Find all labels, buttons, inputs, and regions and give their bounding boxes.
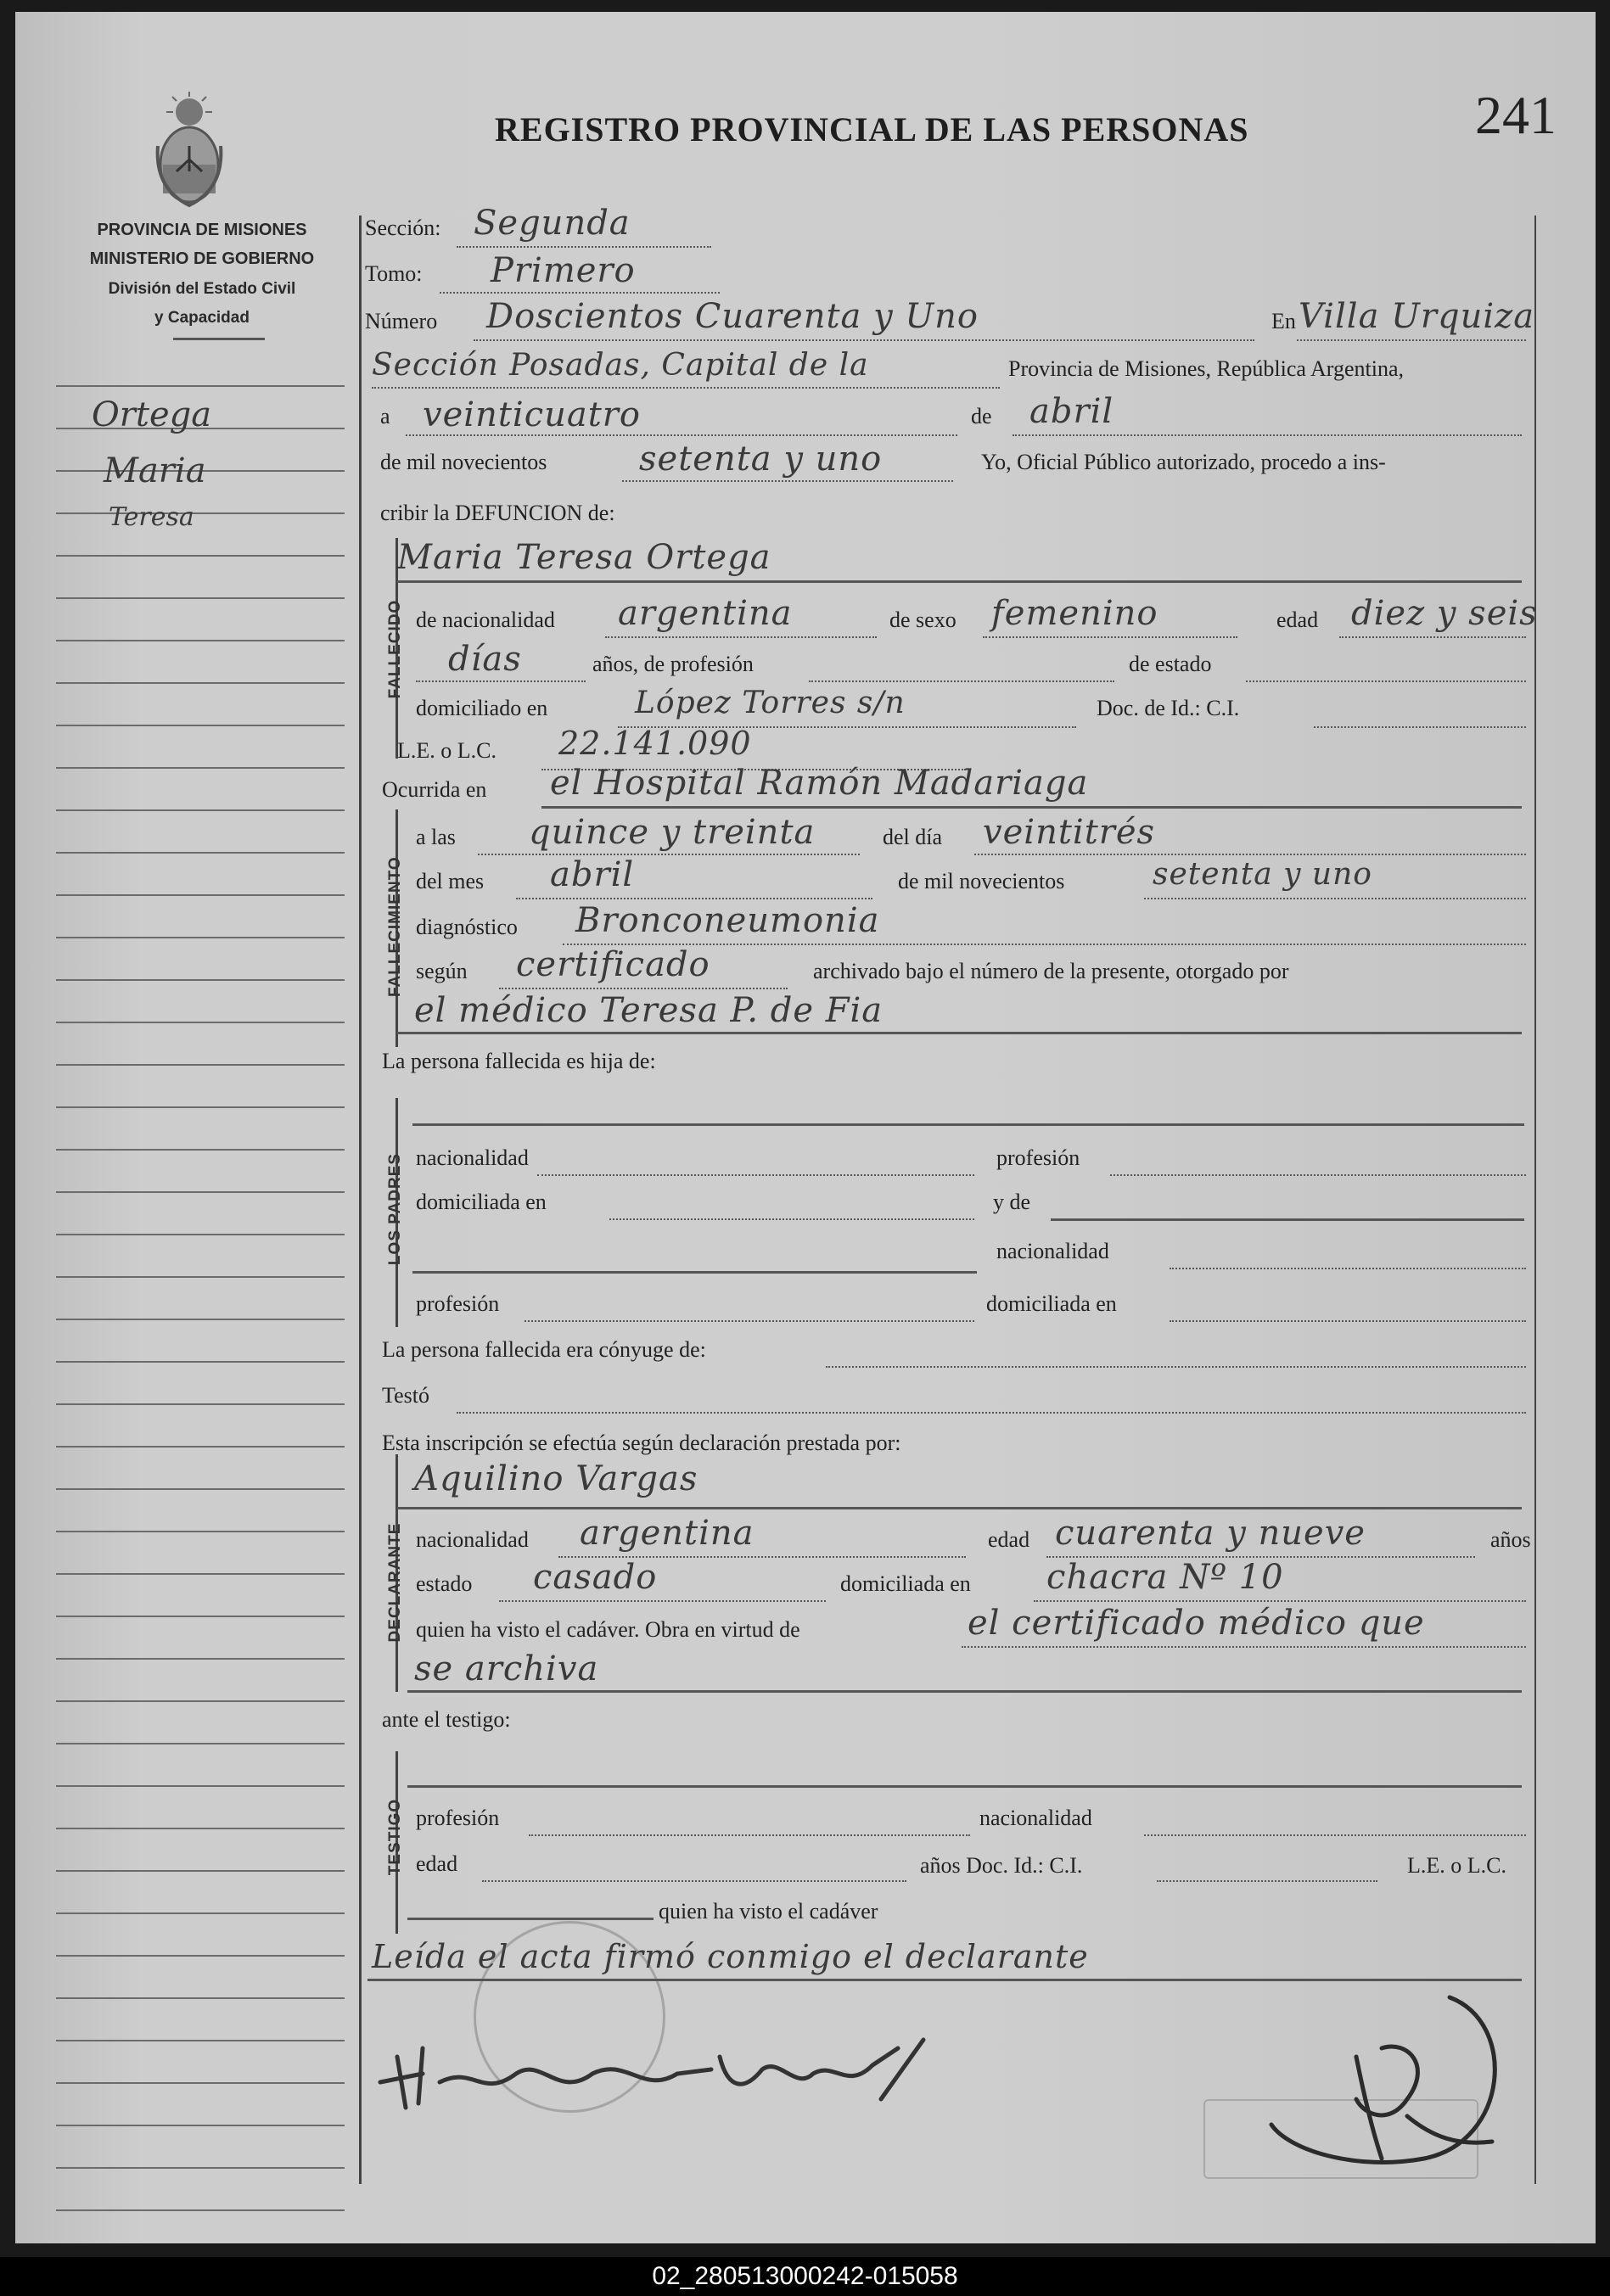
label-cribir: cribir la DEFUNCION de: <box>380 501 615 525</box>
margin-line <box>56 1700 345 1702</box>
margin-line <box>56 2082 345 2084</box>
section-label-fallecido: FALLECIDO <box>386 599 404 699</box>
main-left-border <box>359 216 362 2184</box>
label-t-anos-doc: años Doc. Id.: C.I. <box>920 1853 1083 1878</box>
margin-line <box>56 725 345 726</box>
margin-line <box>56 1403 345 1405</box>
line-anio <box>622 480 953 482</box>
ministry-line-4: y Capacidad <box>154 309 250 327</box>
filename-caption: 02_280513000242-015058 <box>0 2257 1610 2296</box>
label-nacionalidad: nacionalidad <box>416 1145 529 1170</box>
line-conyuge <box>826 1366 1526 1368</box>
line-t-doc <box>1157 1880 1377 1882</box>
value-diagnostico: Bronconeumonia <box>575 901 880 940</box>
label-del-dia: del día <box>883 825 943 849</box>
value-decl-domicilio: chacra Nº 10 <box>1046 1558 1284 1597</box>
ministry-line-1: PROVINCIA DE MISIONES <box>97 221 307 239</box>
label-quien-visto: quien ha visto el cadáver. Obra en virtud de <box>416 1617 800 1642</box>
line-sexo <box>983 636 1237 638</box>
label-t-nacionalidad: nacionalidad <box>979 1806 1092 1830</box>
line-anio-fallec <box>1144 898 1526 899</box>
label-ocurrida-en: Ocurrida en <box>382 777 487 802</box>
line-tomo <box>440 292 720 294</box>
line-t-edad <box>482 1880 906 1882</box>
label-t-le-lc: L.E. o L.C. <box>1407 1853 1506 1878</box>
label-de-sexo: de sexo <box>889 608 956 632</box>
line-seccion <box>457 246 711 248</box>
margin-line <box>56 640 345 641</box>
line-en <box>1297 339 1526 341</box>
margin-line <box>56 1361 345 1363</box>
label-t-quien: quien ha visto el cadáver <box>659 1899 878 1924</box>
ministry-line-2: MINISTERIO DE GOBIERNO <box>89 249 315 268</box>
line-profesion <box>809 680 1114 682</box>
margin-surname: Ortega <box>92 395 212 434</box>
label-hija-de: La persona fallecida es hija de: <box>382 1049 656 1073</box>
value-documento: 22.141.090 <box>558 725 752 762</box>
margin-line <box>56 1319 345 1320</box>
main-right-border <box>1534 216 1536 2184</box>
line-mes-fallec <box>516 898 872 899</box>
page-title: REGISTRO PROVINCIAL DE LAS PERSONAS <box>495 110 1249 148</box>
label-domiciliada-en: domiciliada en <box>416 1190 547 1214</box>
margin-line <box>56 937 345 938</box>
line-dia <box>406 434 957 436</box>
label-numero: Número <box>365 309 438 333</box>
label-a: a <box>380 404 390 428</box>
margin-line <box>56 1531 345 1532</box>
line-p-domicilio <box>609 1218 974 1220</box>
value-edad-cont: días <box>448 640 522 679</box>
margin-line <box>56 1870 345 1872</box>
margin-line <box>56 1573 345 1575</box>
line-m-domicilio <box>1170 1320 1526 1322</box>
margin-line <box>56 2167 345 2169</box>
line-ocurrida <box>541 806 1522 809</box>
label-ante-testigo: ante el testigo: <box>382 1707 511 1732</box>
label-profesion-2: profesión <box>416 1291 500 1316</box>
margin-line <box>56 767 345 769</box>
ministry-underline <box>173 338 265 340</box>
line-nacionalidad <box>605 636 877 638</box>
label-decl-edad: edad <box>988 1527 1030 1552</box>
line-t-nacionalidad <box>1144 1834 1526 1836</box>
margin-line <box>56 2125 345 2126</box>
section-label-padres: LOS PADRES <box>386 1152 404 1266</box>
label-decl-anos: años <box>1490 1527 1531 1552</box>
section-label-testigo: TESTIGO <box>386 1798 404 1876</box>
label-conyuge: La persona fallecida era cónyuge de: <box>382 1337 706 1362</box>
line-edad <box>1339 636 1526 638</box>
label-de-nacionalidad: de nacionalidad <box>416 608 555 632</box>
label-de-mil-2: de mil novecientos <box>898 869 1065 893</box>
line-testigo-nombre <box>407 1785 1522 1788</box>
value-nombre: Maria Teresa Ortega <box>397 538 771 577</box>
value-segun: certificado <box>516 945 710 984</box>
label-nacionalidad-2: nacionalidad <box>996 1239 1109 1263</box>
value-sexo: femenino <box>991 594 1158 633</box>
label-inscripcion: Esta inscripción se efectúa según declaración prestada por: <box>382 1431 901 1455</box>
label-de-estado: de estado <box>1129 652 1212 676</box>
line-testo <box>457 1412 1526 1414</box>
section-label-declarante: DECLARANTE <box>386 1522 404 1643</box>
label-domiciliada-en-2: domiciliada en <box>986 1291 1117 1316</box>
value-medico: el médico Teresa P. de Fia <box>414 991 884 1030</box>
line-m-profesion <box>525 1320 974 1322</box>
line-madre-cont <box>412 1271 977 1274</box>
line-p-profesion <box>1110 1174 1526 1176</box>
margin-line <box>56 1106 345 1108</box>
label-edad: edad <box>1276 608 1319 632</box>
line-declarante <box>397 1507 1522 1509</box>
folio-number: 241 <box>1475 85 1557 145</box>
coat-of-arms-icon <box>151 87 227 214</box>
margin-line <box>56 1658 345 1660</box>
value-obra: el certificado médico que <box>968 1604 1425 1643</box>
margin-line <box>56 1912 345 1914</box>
value-decl-edad: cuarenta y nueve <box>1055 1514 1366 1553</box>
margin-line <box>56 894 345 896</box>
label-seccion: Sección: <box>365 216 441 240</box>
value-decl-nacionalidad: argentina <box>580 1514 755 1553</box>
line-medico <box>397 1032 1522 1034</box>
ministry-line-3: División del Estado Civil <box>108 280 296 298</box>
margin-line <box>56 512 345 514</box>
label-archivado: archivado bajo el número de la presente, otorgado por <box>813 959 1289 983</box>
label-testo: Testó <box>382 1383 429 1408</box>
line-doc-id <box>1314 726 1526 728</box>
label-le-lc: L.E. o L.C. <box>397 738 496 763</box>
label-en: En <box>1271 309 1296 333</box>
value-anio: setenta y uno <box>639 440 883 479</box>
margin-line <box>56 1743 345 1744</box>
margin-line <box>56 597 345 599</box>
value-nacionalidad: argentina <box>618 594 793 633</box>
margin-line <box>56 1828 345 1829</box>
line-madre-nombre <box>1051 1218 1524 1221</box>
label-anos-profesion: años, de profesión <box>592 652 754 676</box>
label-tomo: Tomo: <box>365 261 423 286</box>
label-decl-estado: estado <box>416 1571 473 1596</box>
value-mes-fallec: abril <box>550 855 635 894</box>
value-ocurrida: el Hospital Ramón Madariaga <box>550 764 1089 803</box>
label-diagnostico: diagnóstico <box>416 915 518 939</box>
label-domiciliado-en: domiciliado en <box>416 696 548 720</box>
label-profesion: profesión <box>996 1145 1080 1170</box>
margin-line <box>56 2040 345 2041</box>
margin-line <box>56 1149 345 1151</box>
value-seccion: Segunda <box>474 204 631 243</box>
line-numero <box>474 339 1254 341</box>
line-obra <box>962 1646 1526 1648</box>
value-en: Villa Urquiza <box>1299 297 1535 336</box>
margin-second-name: Teresa <box>109 502 194 532</box>
line-estado <box>1246 680 1526 682</box>
margin-first-name: Maria <box>104 451 206 490</box>
margin-line <box>56 1234 345 1235</box>
value-numero: Doscientos Cuarenta y Uno <box>486 297 979 336</box>
line-m-nacionalidad <box>1170 1268 1526 1269</box>
margin-line <box>56 1616 345 1617</box>
margin-line <box>56 809 345 811</box>
margin-line <box>56 1064 345 1066</box>
line-nombre <box>397 580 1522 583</box>
label-de: de <box>971 404 992 428</box>
label-a-las: a las <box>416 825 456 849</box>
margin-line <box>56 1785 345 1787</box>
section-label-fallecimiento: FALLECIMIENTO <box>386 856 404 997</box>
value-anio-fallec: setenta y uno <box>1153 857 1372 892</box>
value-hora: quince y treinta <box>529 813 816 852</box>
margin-line <box>56 1022 345 1023</box>
line-segun <box>499 988 788 989</box>
line-hora <box>478 854 860 855</box>
line-decl-estado <box>499 1600 826 1602</box>
margin-line <box>56 1191 345 1193</box>
label-y-de: y de <box>993 1190 1031 1214</box>
margin-line <box>56 1488 345 1490</box>
value-tomo: Primero <box>491 251 636 290</box>
label-yo-oficial: Yo, Oficial Público autorizado, procedo a ins- <box>981 450 1386 474</box>
value-declarante: Aquilino Vargas <box>414 1459 698 1498</box>
line-decl-domicilio <box>1034 1600 1526 1602</box>
value-dia: veinticuatro <box>423 395 641 434</box>
margin-line <box>56 1955 345 1957</box>
label-segun: según <box>416 959 468 983</box>
label-del-mes: del mes <box>416 869 485 893</box>
value-leida: Leída el acta firmó conmigo el declarante <box>372 1938 1089 1975</box>
value-obra-cont: se archiva <box>414 1649 599 1688</box>
margin-line <box>56 1997 345 1999</box>
certificate-sheet <box>15 12 1596 2243</box>
label-de-mil: de mil novecientos <box>380 450 547 474</box>
line-t-extra <box>407 1918 654 1920</box>
line-p-nacionalidad <box>537 1174 974 1176</box>
label-decl-nacionalidad: nacionalidad <box>416 1527 529 1552</box>
margin-line <box>56 555 345 557</box>
line-t-profesion <box>529 1834 970 1836</box>
line-padre-nombre <box>412 1123 1524 1126</box>
margin-line <box>56 979 345 981</box>
value-mes: abril <box>1029 392 1114 431</box>
margin-line <box>56 385 345 387</box>
margin-line <box>56 1276 345 1278</box>
margin-line <box>56 852 345 854</box>
declarant-signature <box>372 2023 983 2116</box>
line-edad-cont <box>416 680 586 682</box>
value-decl-estado: casado <box>533 1558 658 1597</box>
margin-line <box>56 682 345 684</box>
label-decl-domiciliada: domiciliada en <box>840 1571 971 1596</box>
official-signature <box>1237 1989 1526 2184</box>
margin-line <box>56 1446 345 1448</box>
value-edad: diez y seis <box>1351 594 1538 633</box>
value-domicilio: López Torres s/n <box>635 686 906 720</box>
value-lugar: Sección Posadas, Capital de la <box>372 348 869 383</box>
line-obra-cont <box>407 1690 1522 1693</box>
line-mes <box>1013 434 1522 436</box>
label-provincia: Provincia de Misiones, República Argentina, <box>1008 356 1404 381</box>
label-t-profesion: profesión <box>416 1806 500 1830</box>
line-lugar <box>372 387 1000 389</box>
label-doc-id: Doc. de Id.: C.I. <box>1097 696 1240 720</box>
label-t-edad: edad <box>416 1851 458 1876</box>
value-dia-fallec: veintitrés <box>983 813 1156 852</box>
line-dia-fallec <box>974 854 1526 855</box>
margin-line <box>56 2209 345 2211</box>
